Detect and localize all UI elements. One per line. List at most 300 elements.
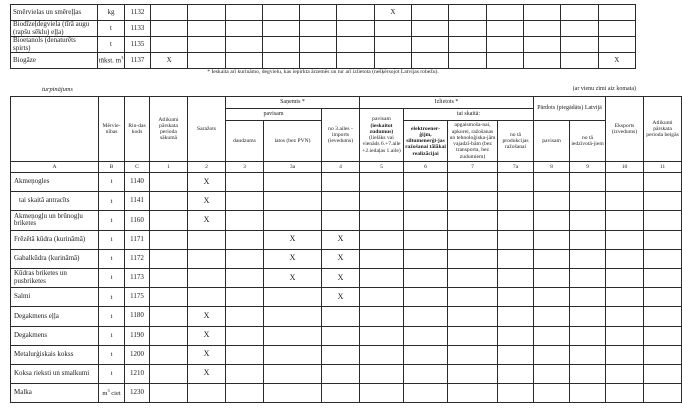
column-number: 6 — [404, 162, 448, 173]
cell-input[interactable] — [322, 345, 360, 364]
cell-input[interactable] — [322, 364, 360, 383]
table-row — [11, 5, 636, 21]
cell-input[interactable] — [225, 37, 262, 53]
cell-input[interactable] — [226, 345, 264, 364]
table-row — [11, 364, 682, 383]
cell-input[interactable] — [262, 5, 299, 21]
cell-input[interactable] — [534, 192, 570, 211]
cell-input[interactable] — [570, 307, 606, 326]
cell-input[interactable] — [360, 249, 404, 268]
header-col-unit: Mērvie-nības — [99, 97, 125, 162]
cell-input[interactable] — [226, 288, 264, 307]
cell-blocked: X — [151, 53, 188, 69]
cell-input[interactable] — [264, 345, 322, 364]
cell-input[interactable] — [523, 5, 560, 21]
cell-input[interactable] — [404, 173, 448, 192]
cell-input[interactable] — [188, 268, 226, 287]
cell-blocked: X — [322, 230, 360, 249]
cell-input[interactable] — [606, 364, 644, 383]
cell-input[interactable] — [300, 5, 337, 21]
cell-input[interactable] — [606, 326, 644, 345]
cell-input[interactable] — [570, 288, 606, 307]
cell-input[interactable] — [606, 249, 644, 268]
cell-input[interactable] — [448, 211, 498, 230]
row-unit: t — [99, 230, 125, 249]
table-row — [11, 268, 682, 287]
row-unit: t — [99, 364, 125, 383]
row-label: Smērvielas un smēreļļas — [11, 5, 98, 21]
header-col-11: Atlikumi pārskata perioda beigās — [644, 97, 682, 162]
cell-input[interactable] — [264, 364, 322, 383]
cell-input[interactable] — [644, 249, 682, 268]
cell-input[interactable] — [534, 268, 570, 287]
row-code: 1200 — [125, 345, 150, 364]
cell-input[interactable] — [404, 288, 448, 307]
column-number: 7 — [448, 162, 498, 173]
header-col-8: pavisam — [534, 121, 570, 162]
header-sanemts-pavisam: pavisam — [226, 109, 322, 121]
cell-input[interactable] — [150, 384, 188, 403]
cell-blocked: X — [264, 230, 322, 249]
cell-input[interactable] — [598, 5, 635, 21]
cell-input[interactable] — [150, 326, 188, 345]
header-col-9: no tā iedzīvotā-jiem — [570, 121, 606, 162]
cell-input[interactable] — [264, 288, 322, 307]
cell-input[interactable] — [404, 345, 448, 364]
cell-input[interactable] — [264, 173, 322, 192]
table-row — [11, 230, 682, 249]
decimal-note: (ar vienu zīmi aiz komata) — [572, 86, 636, 92]
cell-input[interactable] — [606, 173, 644, 192]
row-unit: t — [99, 173, 125, 192]
header-col-5-line1: pavisam — [372, 116, 391, 123]
header-col-3: daudzums — [226, 121, 264, 162]
cell-input[interactable] — [188, 249, 226, 268]
cell-input[interactable] — [150, 249, 188, 268]
cell-input[interactable] — [606, 384, 644, 403]
cell-input[interactable] — [561, 5, 598, 21]
row-label: Malka — [11, 384, 99, 403]
cell-input[interactable] — [606, 307, 644, 326]
table-row — [11, 384, 682, 403]
header-col-7a: no tā produkcijas ražošanai — [498, 121, 534, 162]
cell-input[interactable] — [606, 288, 644, 307]
table-row — [11, 326, 682, 345]
cell-input[interactable] — [523, 53, 560, 69]
cell-input[interactable] — [449, 21, 486, 37]
cell-input[interactable] — [412, 53, 449, 69]
cell-input[interactable] — [486, 5, 523, 21]
row-unit: t — [99, 345, 125, 364]
cell-blocked: X — [322, 249, 360, 268]
row-label: Degakmens — [11, 326, 99, 345]
cell-input[interactable] — [360, 173, 404, 192]
cell-input[interactable] — [644, 307, 682, 326]
cell-blocked: X — [322, 268, 360, 287]
cell-input[interactable] — [412, 21, 449, 37]
cell-input[interactable] — [226, 364, 264, 383]
row-label: Kūdras briketes un pusbriketes — [11, 268, 99, 287]
cell-input[interactable] — [150, 211, 188, 230]
column-number: A — [11, 162, 99, 173]
cell-input[interactable] — [264, 192, 322, 211]
row-unit: t — [99, 326, 125, 345]
cell-input[interactable] — [534, 345, 570, 364]
table-row — [11, 21, 636, 37]
cell-input[interactable] — [570, 268, 606, 287]
cell-input[interactable] — [448, 384, 498, 403]
cell-input[interactable] — [374, 53, 411, 69]
cell-input[interactable] — [360, 268, 404, 287]
cell-input[interactable] — [448, 173, 498, 192]
column-number: 2 — [188, 162, 226, 173]
column-number: 3a — [264, 162, 322, 173]
top-table — [10, 4, 636, 69]
table-row — [11, 307, 682, 326]
header-izlietots-tai-skaita: tai skaitā: — [404, 109, 534, 121]
cell-input[interactable] — [322, 211, 360, 230]
row-unit: tūkst. $m^3$ — [98, 53, 125, 69]
header-col-5-line2: (ieskaitot zudumus) — [369, 122, 394, 135]
cell-input[interactable] — [188, 37, 225, 53]
cell-input[interactable] — [498, 288, 534, 307]
cell-input[interactable] — [404, 384, 448, 403]
row-code: 1173 — [125, 268, 150, 287]
cell-blocked: X — [188, 345, 226, 364]
cell-input[interactable] — [322, 173, 360, 192]
cell-input[interactable] — [448, 268, 498, 287]
cell-input[interactable] — [498, 192, 534, 211]
cell-input[interactable] — [644, 268, 682, 287]
cell-blocked: X — [374, 5, 411, 21]
cell-input[interactable] — [598, 37, 635, 53]
header-row-groups — [11, 97, 682, 109]
cell-input[interactable] — [150, 364, 188, 383]
header-group-sanemts: Saņemts * — [226, 97, 360, 109]
cell-input[interactable] — [226, 230, 264, 249]
cell-input[interactable] — [264, 326, 322, 345]
cell-input[interactable] — [322, 384, 360, 403]
cell-input[interactable] — [498, 345, 534, 364]
cell-input[interactable] — [448, 288, 498, 307]
cell-blocked: X — [188, 307, 226, 326]
cell-input[interactable] — [598, 21, 635, 37]
row-unit: t — [99, 192, 125, 211]
cell-input[interactable] — [404, 364, 448, 383]
cell-input[interactable] — [644, 211, 682, 230]
row-unit: kg — [98, 5, 125, 21]
row-unit: t — [99, 268, 125, 287]
cell-input[interactable] — [337, 21, 374, 37]
cell-input[interactable] — [360, 230, 404, 249]
column-number: 9 — [570, 162, 606, 173]
cell-input[interactable] — [534, 364, 570, 383]
cell-input[interactable] — [360, 364, 404, 383]
cell-input[interactable] — [374, 21, 411, 37]
row-label: Akmeņogles — [11, 173, 99, 192]
cell-input[interactable] — [523, 37, 560, 53]
row-label: Degakmens eļļa — [11, 307, 99, 326]
cell-input[interactable] — [570, 211, 606, 230]
cell-input[interactable] — [337, 5, 374, 21]
top-table-container — [10, 4, 636, 69]
cell-input[interactable] — [448, 326, 498, 345]
cell-input[interactable] — [534, 307, 570, 326]
table-row — [11, 249, 682, 268]
row-label: tai skaitā antracīts — [11, 192, 99, 211]
cell-input[interactable] — [498, 249, 534, 268]
cell-input[interactable] — [449, 53, 486, 69]
cell-input[interactable] — [360, 307, 404, 326]
cell-input[interactable] — [606, 211, 644, 230]
cell-input[interactable] — [151, 21, 188, 37]
cell-input[interactable] — [322, 192, 360, 211]
cell-blocked: X — [264, 249, 322, 268]
cell-input[interactable] — [606, 345, 644, 364]
cell-input[interactable] — [188, 384, 226, 403]
header-col-5-line3: (lielāks vai vienāds 6.+7.aile +2.iedaļas 1.aile) — [362, 135, 401, 154]
continuation-label: turpinājums — [42, 86, 73, 93]
header-col-a — [11, 97, 99, 162]
cell-blocked: X — [188, 326, 226, 345]
cell-input[interactable] — [448, 249, 498, 268]
row-unit: t — [98, 37, 125, 53]
cell-input[interactable] — [570, 384, 606, 403]
cell-input[interactable] — [337, 53, 374, 69]
main-table-container — [10, 96, 679, 403]
cell-input[interactable] — [188, 230, 226, 249]
column-number: 8 — [534, 162, 570, 173]
cell-input[interactable] — [226, 326, 264, 345]
cell-input[interactable] — [534, 211, 570, 230]
row-code: 1180 — [125, 307, 150, 326]
row-code: 1190 — [125, 326, 150, 345]
cell-input[interactable] — [606, 268, 644, 287]
cell-input[interactable] — [486, 37, 523, 53]
cell-input[interactable] — [262, 37, 299, 53]
cell-input[interactable] — [337, 37, 374, 53]
cell-input[interactable] — [498, 326, 534, 345]
cell-input[interactable] — [151, 5, 188, 21]
cell-input[interactable] — [644, 326, 682, 345]
column-number-row — [11, 162, 682, 173]
cell-input[interactable] — [150, 307, 188, 326]
cell-blocked: X — [188, 173, 226, 192]
cell-input[interactable] — [644, 288, 682, 307]
cell-input[interactable] — [150, 268, 188, 287]
cell-input[interactable] — [225, 21, 262, 37]
cell-blocked: X — [188, 192, 226, 211]
table-row — [11, 173, 682, 192]
cell-input[interactable] — [226, 211, 264, 230]
cell-input[interactable] — [534, 326, 570, 345]
cell-input[interactable] — [226, 173, 264, 192]
row-unit: t — [99, 249, 125, 268]
row-code: 1175 — [125, 288, 150, 307]
cell-input[interactable] — [644, 345, 682, 364]
cell-input[interactable] — [404, 326, 448, 345]
cell-input[interactable] — [360, 192, 404, 211]
cell-input[interactable] — [561, 53, 598, 69]
column-number: 4 — [322, 162, 360, 173]
cell-input[interactable] — [404, 230, 448, 249]
header-col-code: Rin-das kods — [125, 97, 150, 162]
column-number: 1 — [150, 162, 188, 173]
cell-input[interactable] — [360, 211, 404, 230]
cell-input[interactable] — [150, 288, 188, 307]
cell-input[interactable] — [150, 173, 188, 192]
cell-input[interactable] — [226, 192, 264, 211]
cell-input[interactable] — [300, 37, 337, 53]
cell-input[interactable] — [448, 307, 498, 326]
cell-input[interactable] — [151, 37, 188, 53]
cell-input[interactable] — [498, 230, 534, 249]
cell-input[interactable] — [498, 268, 534, 287]
cell-input[interactable] — [570, 173, 606, 192]
cell-input[interactable] — [449, 5, 486, 21]
row-unit: $m^3$ ciet — [99, 384, 125, 403]
column-number: C — [125, 162, 150, 173]
cell-input[interactable] — [561, 21, 598, 37]
footnote-top: * Ieskaita arī kurināmo, degvielu, kas iepirkta ārzemēs un tur arī izlietota (nešķērsojot Latvijas robežu). — [207, 69, 439, 75]
cell-input[interactable] — [262, 53, 299, 69]
row-code: 1135 — [125, 37, 151, 53]
row-unit: t — [99, 288, 125, 307]
cell-input[interactable] — [523, 21, 560, 37]
row-code: 1160 — [125, 211, 150, 230]
cell-input[interactable] — [188, 5, 225, 21]
cell-input[interactable] — [534, 230, 570, 249]
cell-input[interactable] — [449, 37, 486, 53]
cell-input[interactable] — [448, 230, 498, 249]
cell-input[interactable] — [300, 21, 337, 37]
cell-input[interactable] — [150, 345, 188, 364]
cell-input[interactable] — [225, 53, 262, 69]
cell-input[interactable] — [448, 364, 498, 383]
cell-input[interactable] — [644, 230, 682, 249]
cell-input[interactable] — [561, 37, 598, 53]
cell-input[interactable] — [226, 384, 264, 403]
row-code: 1132 — [125, 5, 151, 21]
cell-input[interactable] — [322, 307, 360, 326]
cell-input[interactable] — [360, 384, 404, 403]
cell-input[interactable] — [498, 307, 534, 326]
cell-input[interactable] — [570, 345, 606, 364]
row-unit: t — [98, 21, 125, 37]
column-number: 5 — [360, 162, 404, 173]
table-row — [11, 53, 636, 69]
cell-input[interactable] — [226, 307, 264, 326]
cell-input[interactable] — [374, 37, 411, 53]
cell-input[interactable] — [606, 230, 644, 249]
row-label: Koksa rieksti un smalkumi — [11, 364, 99, 383]
column-number: 10 — [606, 162, 644, 173]
cell-input[interactable] — [188, 21, 225, 37]
cell-input[interactable] — [404, 249, 448, 268]
cell-input[interactable] — [360, 326, 404, 345]
table-row — [11, 288, 682, 307]
cell-input[interactable] — [448, 345, 498, 364]
cell-input[interactable] — [150, 192, 188, 211]
cell-input[interactable] — [404, 268, 448, 287]
cell-input[interactable] — [300, 53, 337, 69]
header-group-pardots: Pārdots (piegādāts) Latvijā — [534, 97, 606, 121]
cell-input[interactable] — [322, 326, 360, 345]
header-col-6: elektroener-ģijm, siltumenerģi-jas ražošanai tālākai realizācijai — [404, 121, 448, 162]
cell-input[interactable] — [570, 326, 606, 345]
cell-input[interactable] — [644, 364, 682, 383]
cell-input[interactable] — [404, 307, 448, 326]
cell-input[interactable] — [644, 192, 682, 211]
cell-input[interactable] — [225, 5, 262, 21]
cell-input[interactable] — [570, 364, 606, 383]
cell-input[interactable] — [570, 230, 606, 249]
header-col-4: no 3.ailes - imports (ievedums) — [322, 109, 360, 162]
header-col-7: apgaismoša-nai, apkurei, ražošanas un tehnoloģiska-jām vajadzī-bām (bez transporta, bez zudumiem) — [448, 121, 498, 162]
cell-input[interactable] — [534, 173, 570, 192]
row-code: 1140 — [125, 173, 150, 192]
cell-input[interactable] — [360, 288, 404, 307]
header-group-izlietots: Izlietots * — [360, 97, 534, 109]
row-unit: t — [99, 307, 125, 326]
cell-input[interactable] — [264, 384, 322, 403]
header-col-5 — [360, 109, 404, 162]
cell-input[interactable] — [486, 53, 523, 69]
header-col-1: Atlikumi pārskata perioda sākumā — [150, 97, 188, 162]
row-code: 1137 — [125, 53, 151, 69]
cell-input[interactable] — [226, 249, 264, 268]
cell-input[interactable] — [498, 364, 534, 383]
table-row — [11, 345, 682, 364]
row-label: Biogāze — [11, 53, 98, 69]
cell-input[interactable] — [262, 21, 299, 37]
cell-input[interactable] — [570, 249, 606, 268]
row-code: 1230 — [125, 384, 150, 403]
header-col-3a: latos (bez PVN) — [264, 121, 322, 162]
cell-input[interactable] — [498, 384, 534, 403]
cell-input[interactable] — [360, 345, 404, 364]
cell-input[interactable] — [226, 268, 264, 287]
row-label: Biodīzeļdegviela (tīrā augu (rapšu sēklu) eļļa) — [11, 21, 98, 37]
table-row — [11, 37, 636, 53]
cell-blocked: X — [322, 288, 360, 307]
row-code: 1171 — [125, 230, 150, 249]
cell-blocked: X — [188, 364, 226, 383]
cell-input[interactable] — [606, 192, 644, 211]
cell-input[interactable] — [150, 230, 188, 249]
cell-input[interactable] — [404, 192, 448, 211]
cell-input[interactable] — [498, 211, 534, 230]
cell-input[interactable] — [534, 249, 570, 268]
cell-input[interactable] — [264, 211, 322, 230]
cell-input[interactable] — [486, 21, 523, 37]
cell-input[interactable] — [412, 5, 449, 21]
cell-input[interactable] — [448, 192, 498, 211]
cell-input[interactable] — [534, 288, 570, 307]
cell-input[interactable] — [570, 192, 606, 211]
cell-input[interactable] — [644, 173, 682, 192]
cell-input[interactable] — [534, 384, 570, 403]
cell-input[interactable] — [412, 37, 449, 53]
cell-input[interactable] — [188, 53, 225, 69]
cell-input[interactable] — [498, 173, 534, 192]
cell-input[interactable] — [404, 211, 448, 230]
row-unit: t — [99, 211, 125, 230]
column-number: 11 — [644, 162, 682, 173]
cell-input[interactable] — [188, 288, 226, 307]
cell-input[interactable] — [264, 307, 322, 326]
cell-input[interactable] — [644, 384, 682, 403]
